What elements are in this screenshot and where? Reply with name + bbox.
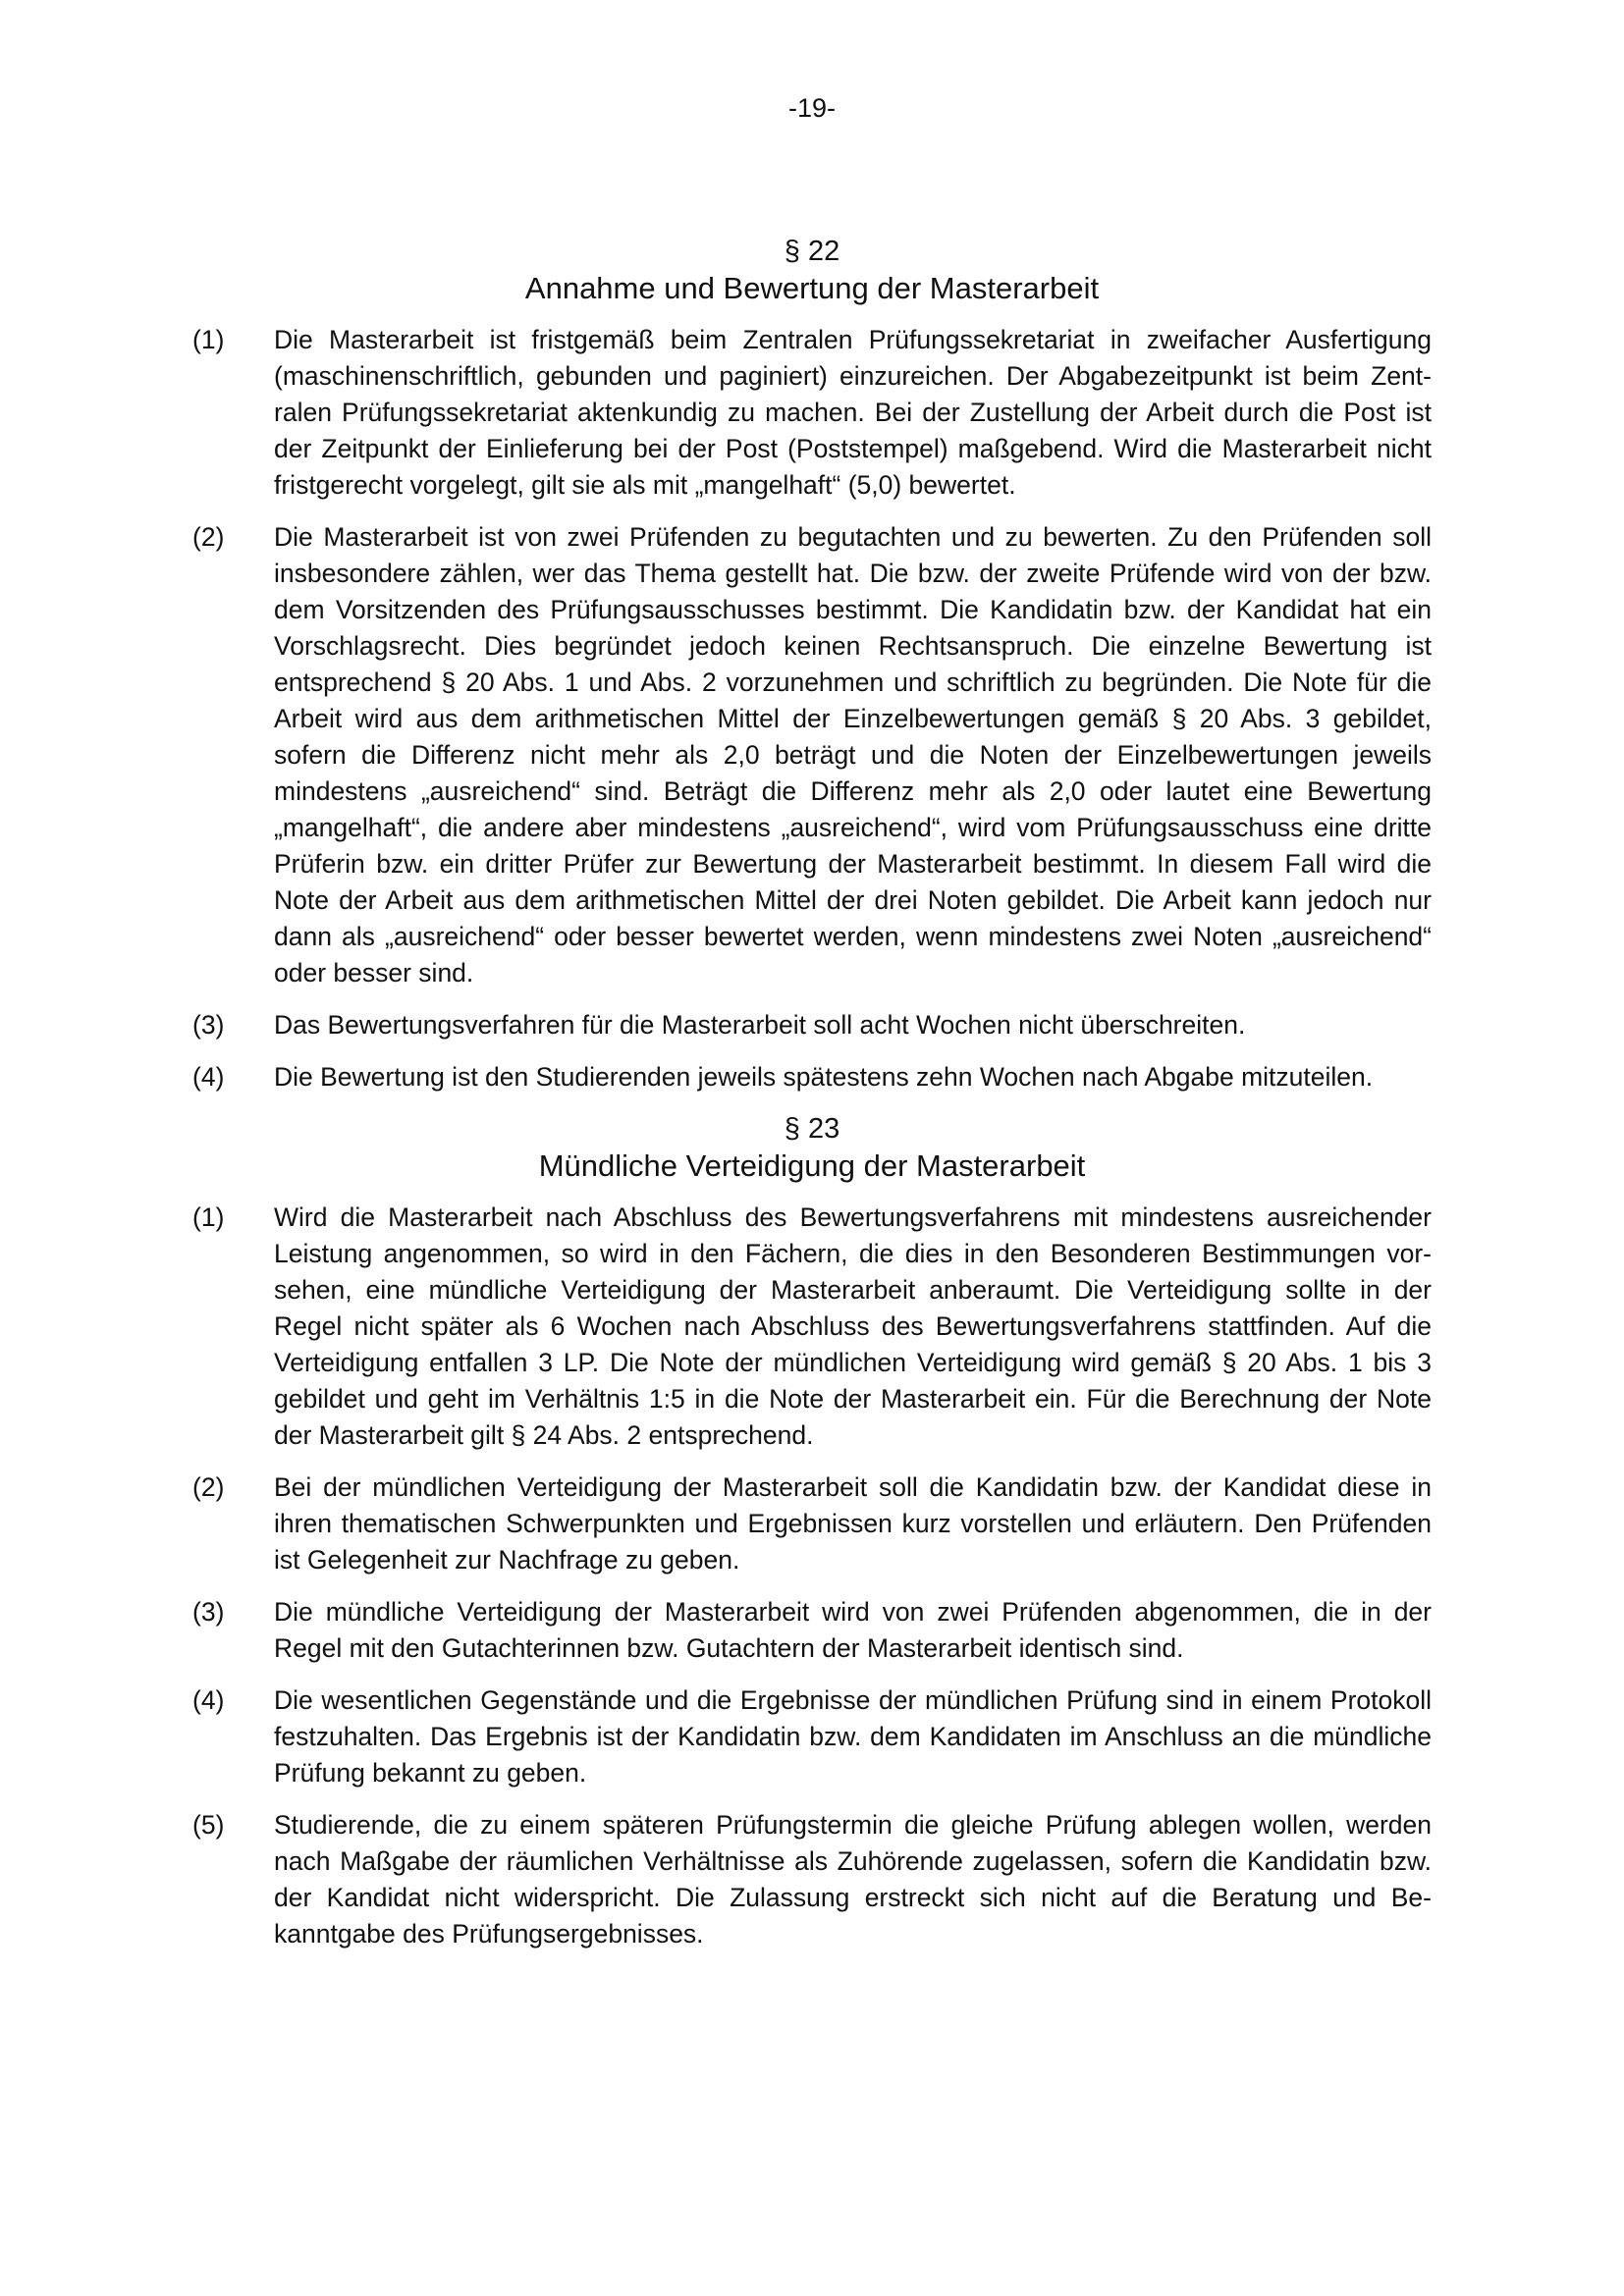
paragraph-23-1 [192,1200,1432,1454]
document-body [192,234,1432,1968]
section-23 [192,1111,1432,1952]
paragraph-number: (3) [192,1010,225,1040]
paragraph-text: Die wesentlichen Gegenstände und die Ergebnisse der mündlichen Prüfung sind in einem Protokoll festzuhalten. Das Ergebnis ist der Kandidatin bzw. dem Kandidaten im Anschluss an die mündliche Prüfung bekannt zu geben. [274,1685,1432,1788]
section-number: § 23 [784,1113,840,1145]
paragraph-22-3 [192,1007,1432,1043]
paragraph-number: (4) [192,1062,225,1092]
paragraph-number: (5) [192,1810,225,1840]
paragraph-number: (2) [192,1472,225,1502]
paragraph-22-4 [192,1059,1432,1095]
page-number: -19- [787,93,836,123]
paragraph-23-3 [192,1594,1432,1667]
paragraph-text: Bei der mündlichen Verteidigung der Masterarbeit soll die Kandidatin bzw. der Kandidat diese in ihren thematischen Schwerpunkten und Ergebnissen kurz vorstellen und erläutern. Den Prüfenden ist Gelegenheit zur Nachfrage zu geben. [274,1472,1432,1575]
section-22 [192,234,1432,1095]
section-title: Mündliche Verteidigung der Masterarbeit [538,1148,1086,1183]
paragraph-23-5 [192,1807,1432,1952]
paragraph-text: Die mündliche Verteidigung der Masterarbeit wird von zwei Prüfenden abgenommen, die in der Regel mit den Gutachterinnen bzw. Gutachtern der Masterarbeit identisch sind. [274,1597,1432,1663]
section-heading [192,1111,1432,1186]
paragraph-text: Studierende, die zu einem späteren Prüfungstermin die gleiche Prüfung ablegen wollen, werden nach Maßgabe der räumlichen Verhältnisse als Zuhörende zugelassen, sofern die Kandidatin bzw. der Kandidat nicht widerspricht. Die Zulassung erstreckt sich nicht auf die Beratung und Bekanntgabe des Prüfungsergebnisses. [274,1810,1432,1949]
paragraph-text: Die Masterarbeit ist von zwei Prüfenden zu begutachten und zu bewerten. Zu den Prüfenden soll insbesondere zählen, wer das Thema gestellt hat. Die bzw. der zweite Prüfende wird von der bzw. dem Vorsitzenden des Prüfungsausschusses bestimmt. Die Kandidatin bzw. der Kandidat hat ein Vorschlagsrecht. Dies begründet jedoch keinen Rechtsanspruch. Die einzelne Bewertung ist entsprechend § 20 Abs. 1 und Abs. 2 vorzunehmen und schriftlich zu begründen. Die Note für die Arbeit wird aus dem arithmetischen Mittel der Einzelbewertungen gemäß § 20 Abs. 3 gebildet, sofern die Differenz nicht mehr als 2,0 beträgt und die Noten der Einzelbewertungen jeweils mindestens „ausreichend“ sind. Beträgt die Differenz mehr als 2,0 oder lautet eine Bewertung „mangelhaft“, die andere aber mindestens „ausreichend“, wird vom Prüfungsausschuss eine dritte Prüferin bzw. ein dritter Prüfer zur Bewertung der Masterarbeit bestimmt. In diesem Fall wird die Note der Arbeit aus dem arithmetischen Mittel der drei Noten gebildet. Die Arbeit kann jedoch nur dann als „ausreichend“ oder besser bewertet werden, wenn mindestens zwei Noten „ausreichend“ oder besser sind. [274,522,1432,988]
paragraph-22-1 [192,322,1432,504]
paragraph-23-2 [192,1469,1432,1578]
paragraph-22-2 [192,519,1432,991]
section-heading [192,234,1432,308]
paragraph-text: Wird die Masterarbeit nach Abschluss des Bewertungsverfahrens mit mindestens ausreichender Leistung angenommen, so wird in den Fächern, die dies in den Besonderen Bestimmungen vorsehen, eine mündliche Verteidigung der Masterarbeit anberaumt. Die Verteidigung sollte in der Regel nicht später als 6 Wochen nach Abschluss des Bewertungsverfahrens stattfinden. Auf die Verteidigung entfallen 3 LP. Die Note der mündlichen Verteidigung wird gemäß § 20 Abs. 1 bis 3 gebildet und geht im Verhältnis 1:5 in die Note der Masterarbeit ein. Für die Berechnung der Note der Masterarbeit gilt § 24 Abs. 2 entsprechend. [274,1202,1432,1450]
section-title: Annahme und Bewertung der Masterarbeit [524,271,1100,305]
paragraph-number: (2) [192,522,225,552]
paragraph-number: (4) [192,1685,225,1715]
section-number: § 22 [784,236,840,267]
paragraph-number: (1) [192,325,225,354]
paragraph-text: Das Bewertungsverfahren für die Masterarbeit soll acht Wochen nicht überschreiten. [274,1010,1246,1040]
paragraph-23-4 [192,1682,1432,1791]
paragraph-text: Die Masterarbeit ist fristgemäß beim Zentralen Prüfungssekretariat in zweifacher Ausfertigung (maschinenschriftlich, gebunden und paginiert) einzureichen. Der Abgabezeitpunkt ist beim Zentralen Prüfungssekretariat aktenkundig zu machen. Bei der Zustellung der Arbeit durch die Post ist der Zeitpunkt der Einlieferung bei der Post (Poststempel) maßgebend. Wird die Masterarbeit nicht fristgerecht vorgelegt, gilt sie als mit „mangelhaft“ (5,0) bewertet. [274,325,1432,500]
paragraph-number: (1) [192,1202,225,1232]
paragraph-text: Die Bewertung ist den Studierenden jeweils spätestens zehn Wochen nach Abgabe mitzuteilen. [274,1062,1374,1092]
paragraph-number: (3) [192,1597,225,1627]
